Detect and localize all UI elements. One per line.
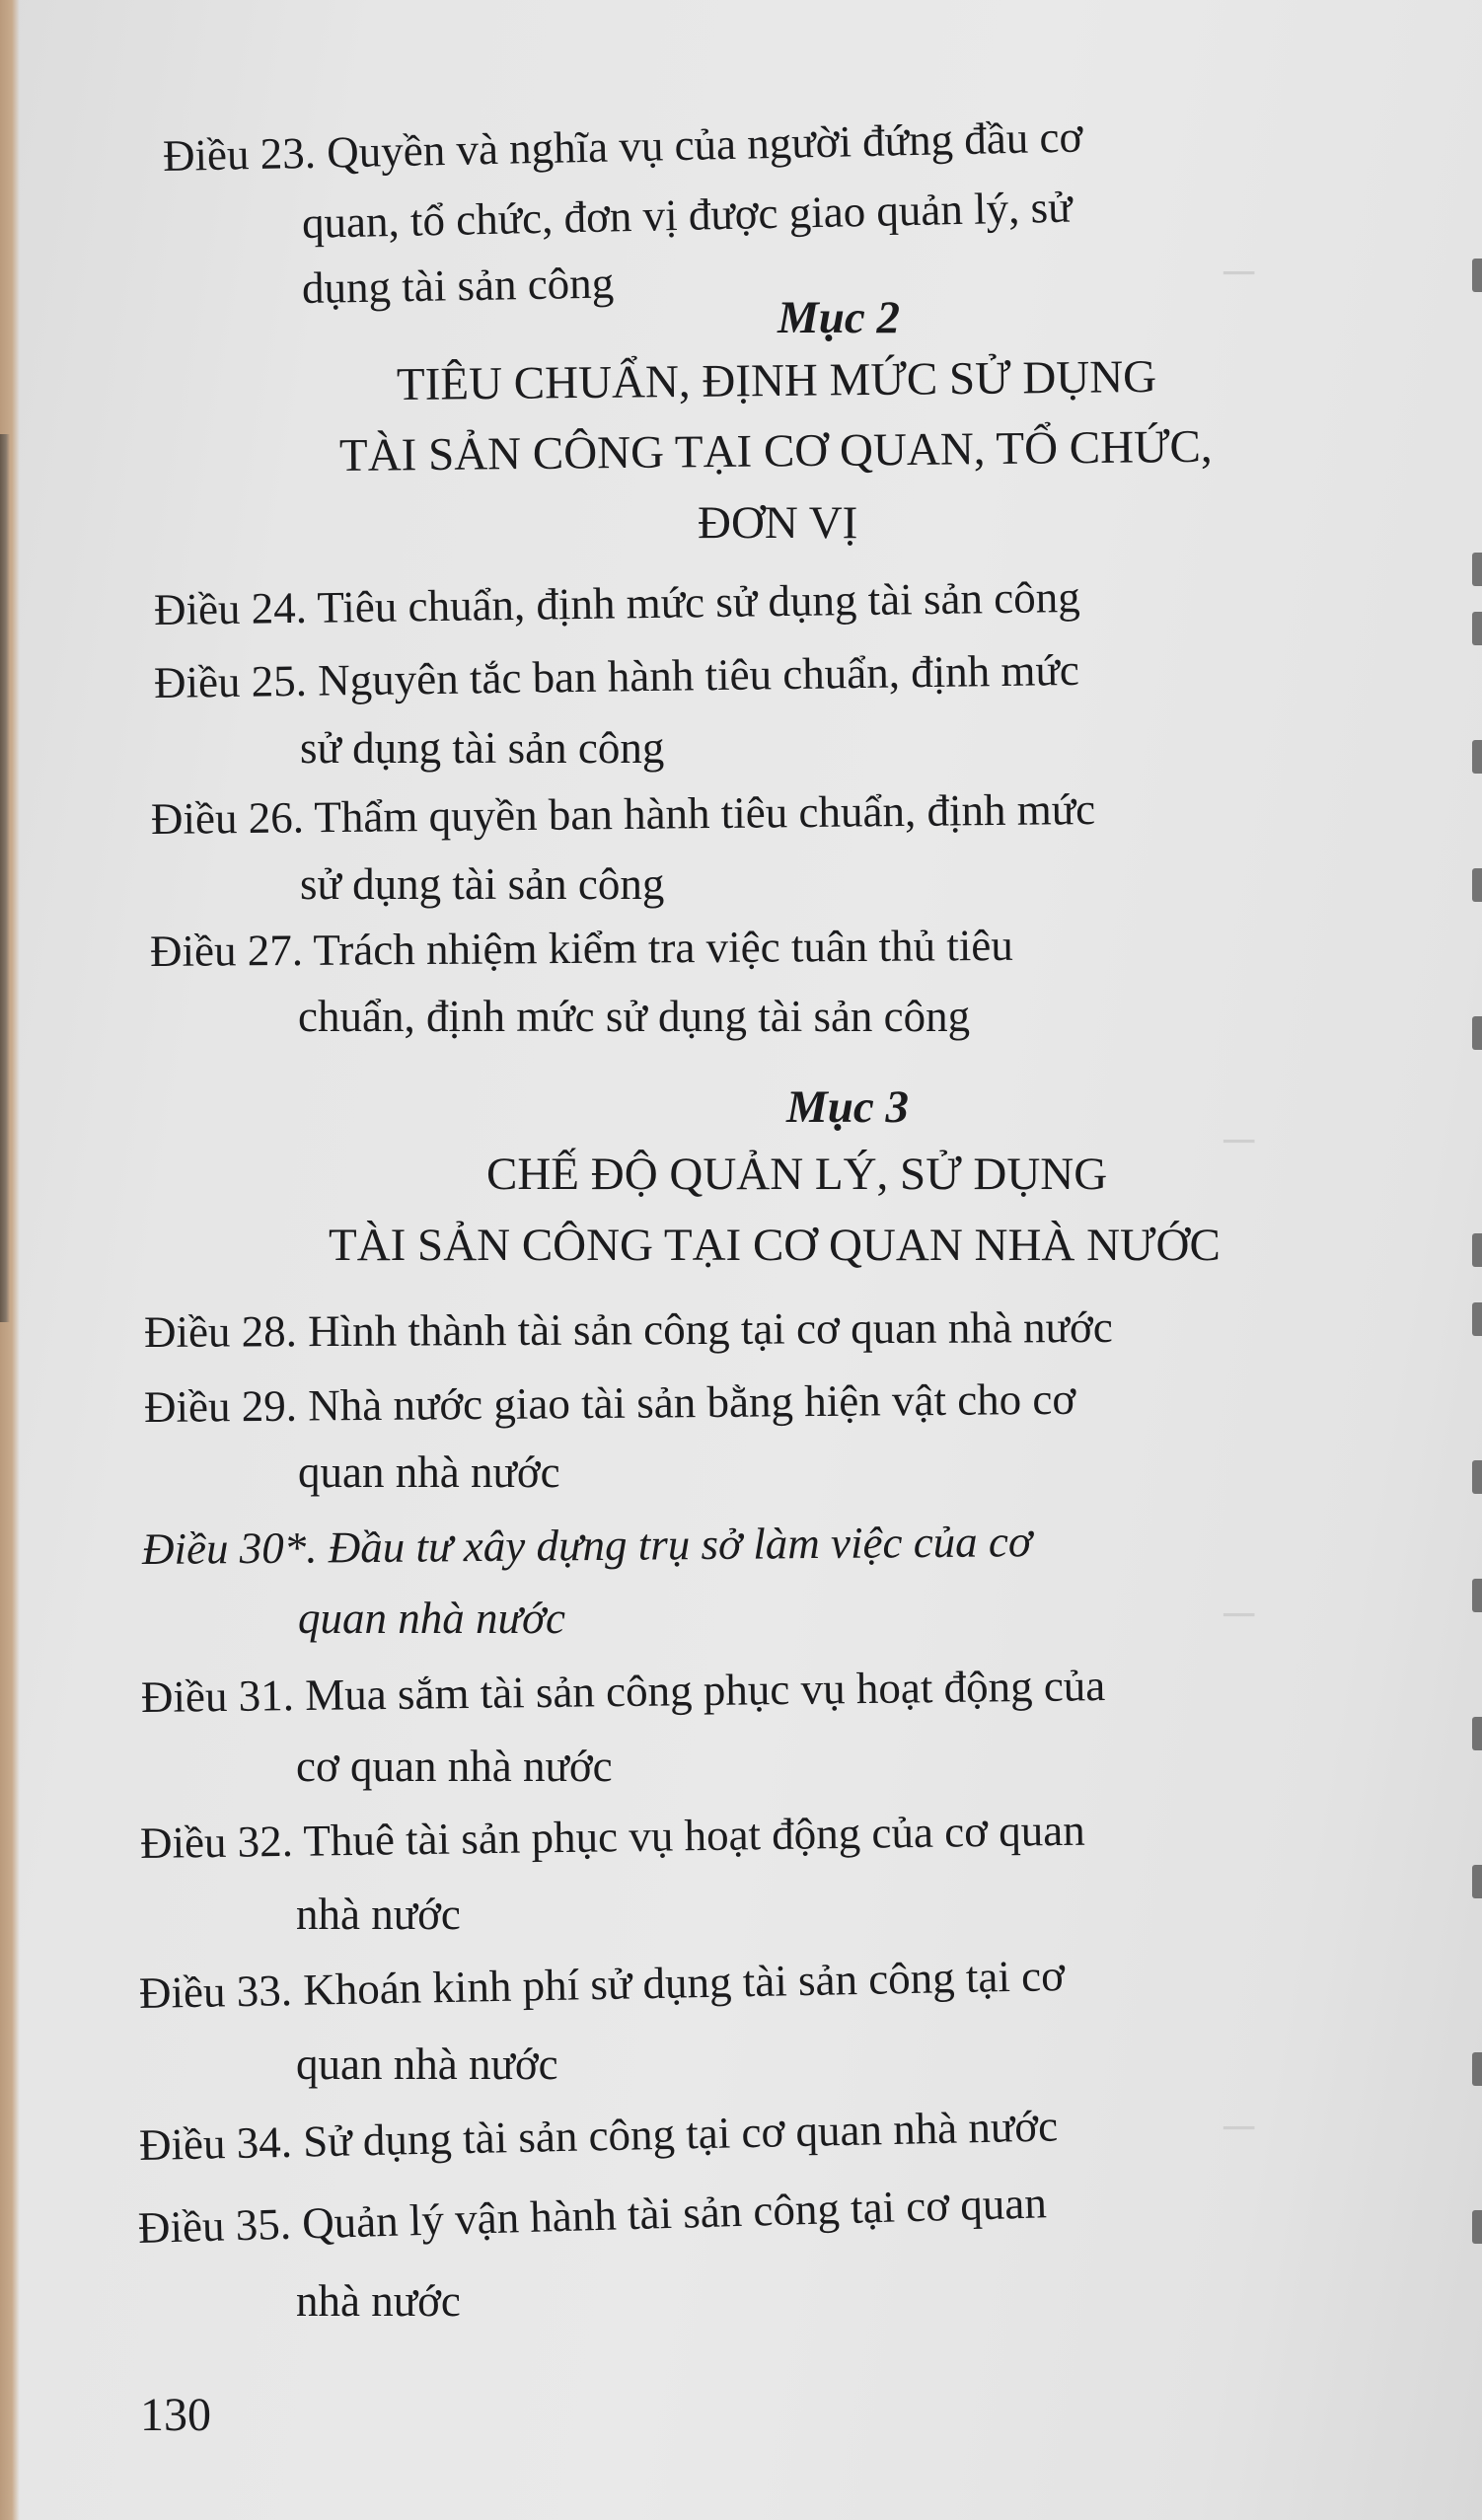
toc-entry-dieu-35-line2: nhà nước bbox=[296, 2276, 461, 2326]
toc-entry-dieu-23-line1: Điều 23. Quyền và nghĩa vụ của người đứng đầu cơ bbox=[162, 111, 1083, 181]
section-2-title-line2: TÀI SẢN CÔNG TẠI CƠ QUAN, TỔ CHỨC, bbox=[338, 420, 1213, 482]
toc-entry-dieu-33-line1: Điều 33. Khoán kinh phí sử dụng tài sản công tại cơ bbox=[138, 1950, 1066, 2018]
toc-entry-dieu-29-line2: quan nhà nước bbox=[298, 1447, 560, 1497]
bleed-through-mark: ─ bbox=[1223, 1590, 1255, 1638]
toc-entry-dieu-25-line2: sử dụng tài sản công bbox=[300, 723, 665, 773]
page-number: 130 bbox=[140, 2389, 211, 2441]
toc-entry-dieu-32-line2: nhà nước bbox=[296, 1890, 461, 1939]
toc-entry-dieu-35-line1: Điều 35. Quản lý vận hành tài sản công tại cơ quan bbox=[137, 2178, 1048, 2253]
section-3-title-line2: TÀI SẢN CÔNG TẠI CƠ QUAN NHÀ NƯỚC bbox=[329, 1220, 1221, 1271]
toc-entry-dieu-34: Điều 34. Sử dụng tài sản công tại cơ quan nhà nước bbox=[138, 2101, 1059, 2170]
toc-entry-dieu-25-line1: Điều 25. Nguyên tắc ban hành tiêu chuẩn, định mức bbox=[153, 644, 1080, 707]
toc-entry-dieu-23-line3: dụng tài sản công bbox=[301, 258, 615, 313]
toc-entry-dieu-27-line1: Điều 27. Trách nhiệm kiểm tra việc tuân thủ tiêu bbox=[149, 920, 1013, 976]
section-2-title-line3: ĐƠN VỊ bbox=[698, 497, 858, 549]
toc-entry-dieu-26-line1: Điều 26. Thẩm quyền ban hành tiêu chuẩn, định mức bbox=[150, 783, 1096, 844]
toc-entry-dieu-23-line2: quan, tổ chức, đơn vị được giao quản lý, sử bbox=[301, 182, 1073, 248]
toc-entry-dieu-33-line2: quan nhà nước bbox=[296, 2039, 558, 2089]
toc-entry-dieu-32-line1: Điều 32. Thuê tài sản phục vụ hoạt động của cơ quan bbox=[139, 1805, 1085, 1868]
section-3-label: Mục 3 bbox=[786, 1081, 910, 1133]
section-2-label: Mục 2 bbox=[778, 292, 901, 343]
section-2-title-line1: TIÊU CHUẨN, ĐỊNH MỨC SỬ DỤNG bbox=[396, 350, 1157, 410]
toc-entry-dieu-24: Điều 24. Tiêu chuẩn, định mức sử dụng tài sản công bbox=[153, 571, 1080, 634]
section-3-title-line1: CHẾ ĐỘ QUẢN LÝ, SỬ DỤNG bbox=[486, 1149, 1108, 1200]
bleed-through-mark: ─ bbox=[1223, 2103, 1255, 2151]
toc-entry-dieu-29-line1: Điều 29. Nhà nước giao tài sản bằng hiện vật cho cơ bbox=[143, 1373, 1076, 1432]
toc-entry-dieu-30-line1: Điều 30*. Đầu tư xây dựng trụ sở làm việc của cơ bbox=[141, 1517, 1033, 1574]
toc-entry-dieu-26-line2: sử dụng tài sản công bbox=[300, 859, 665, 909]
toc-entry-dieu-30-line2: quan nhà nước bbox=[298, 1594, 566, 1643]
toc-entry-dieu-31-line1: Điều 31. Mua sắm tài sản công phục vụ hoạt động của bbox=[140, 1661, 1106, 1722]
bleed-through-mark: ─ bbox=[1223, 1116, 1255, 1164]
toc-entry-dieu-27-line2: chuẩn, định mức sử dụng tài sản công bbox=[298, 992, 971, 1041]
toc-entry-dieu-28: Điều 28. Hình thành tài sản công tại cơ quan nhà nước bbox=[143, 1301, 1113, 1357]
bleed-through-mark: ─ bbox=[1223, 248, 1255, 296]
toc-entry-dieu-31-line2: cơ quan nhà nước bbox=[296, 1742, 613, 1791]
